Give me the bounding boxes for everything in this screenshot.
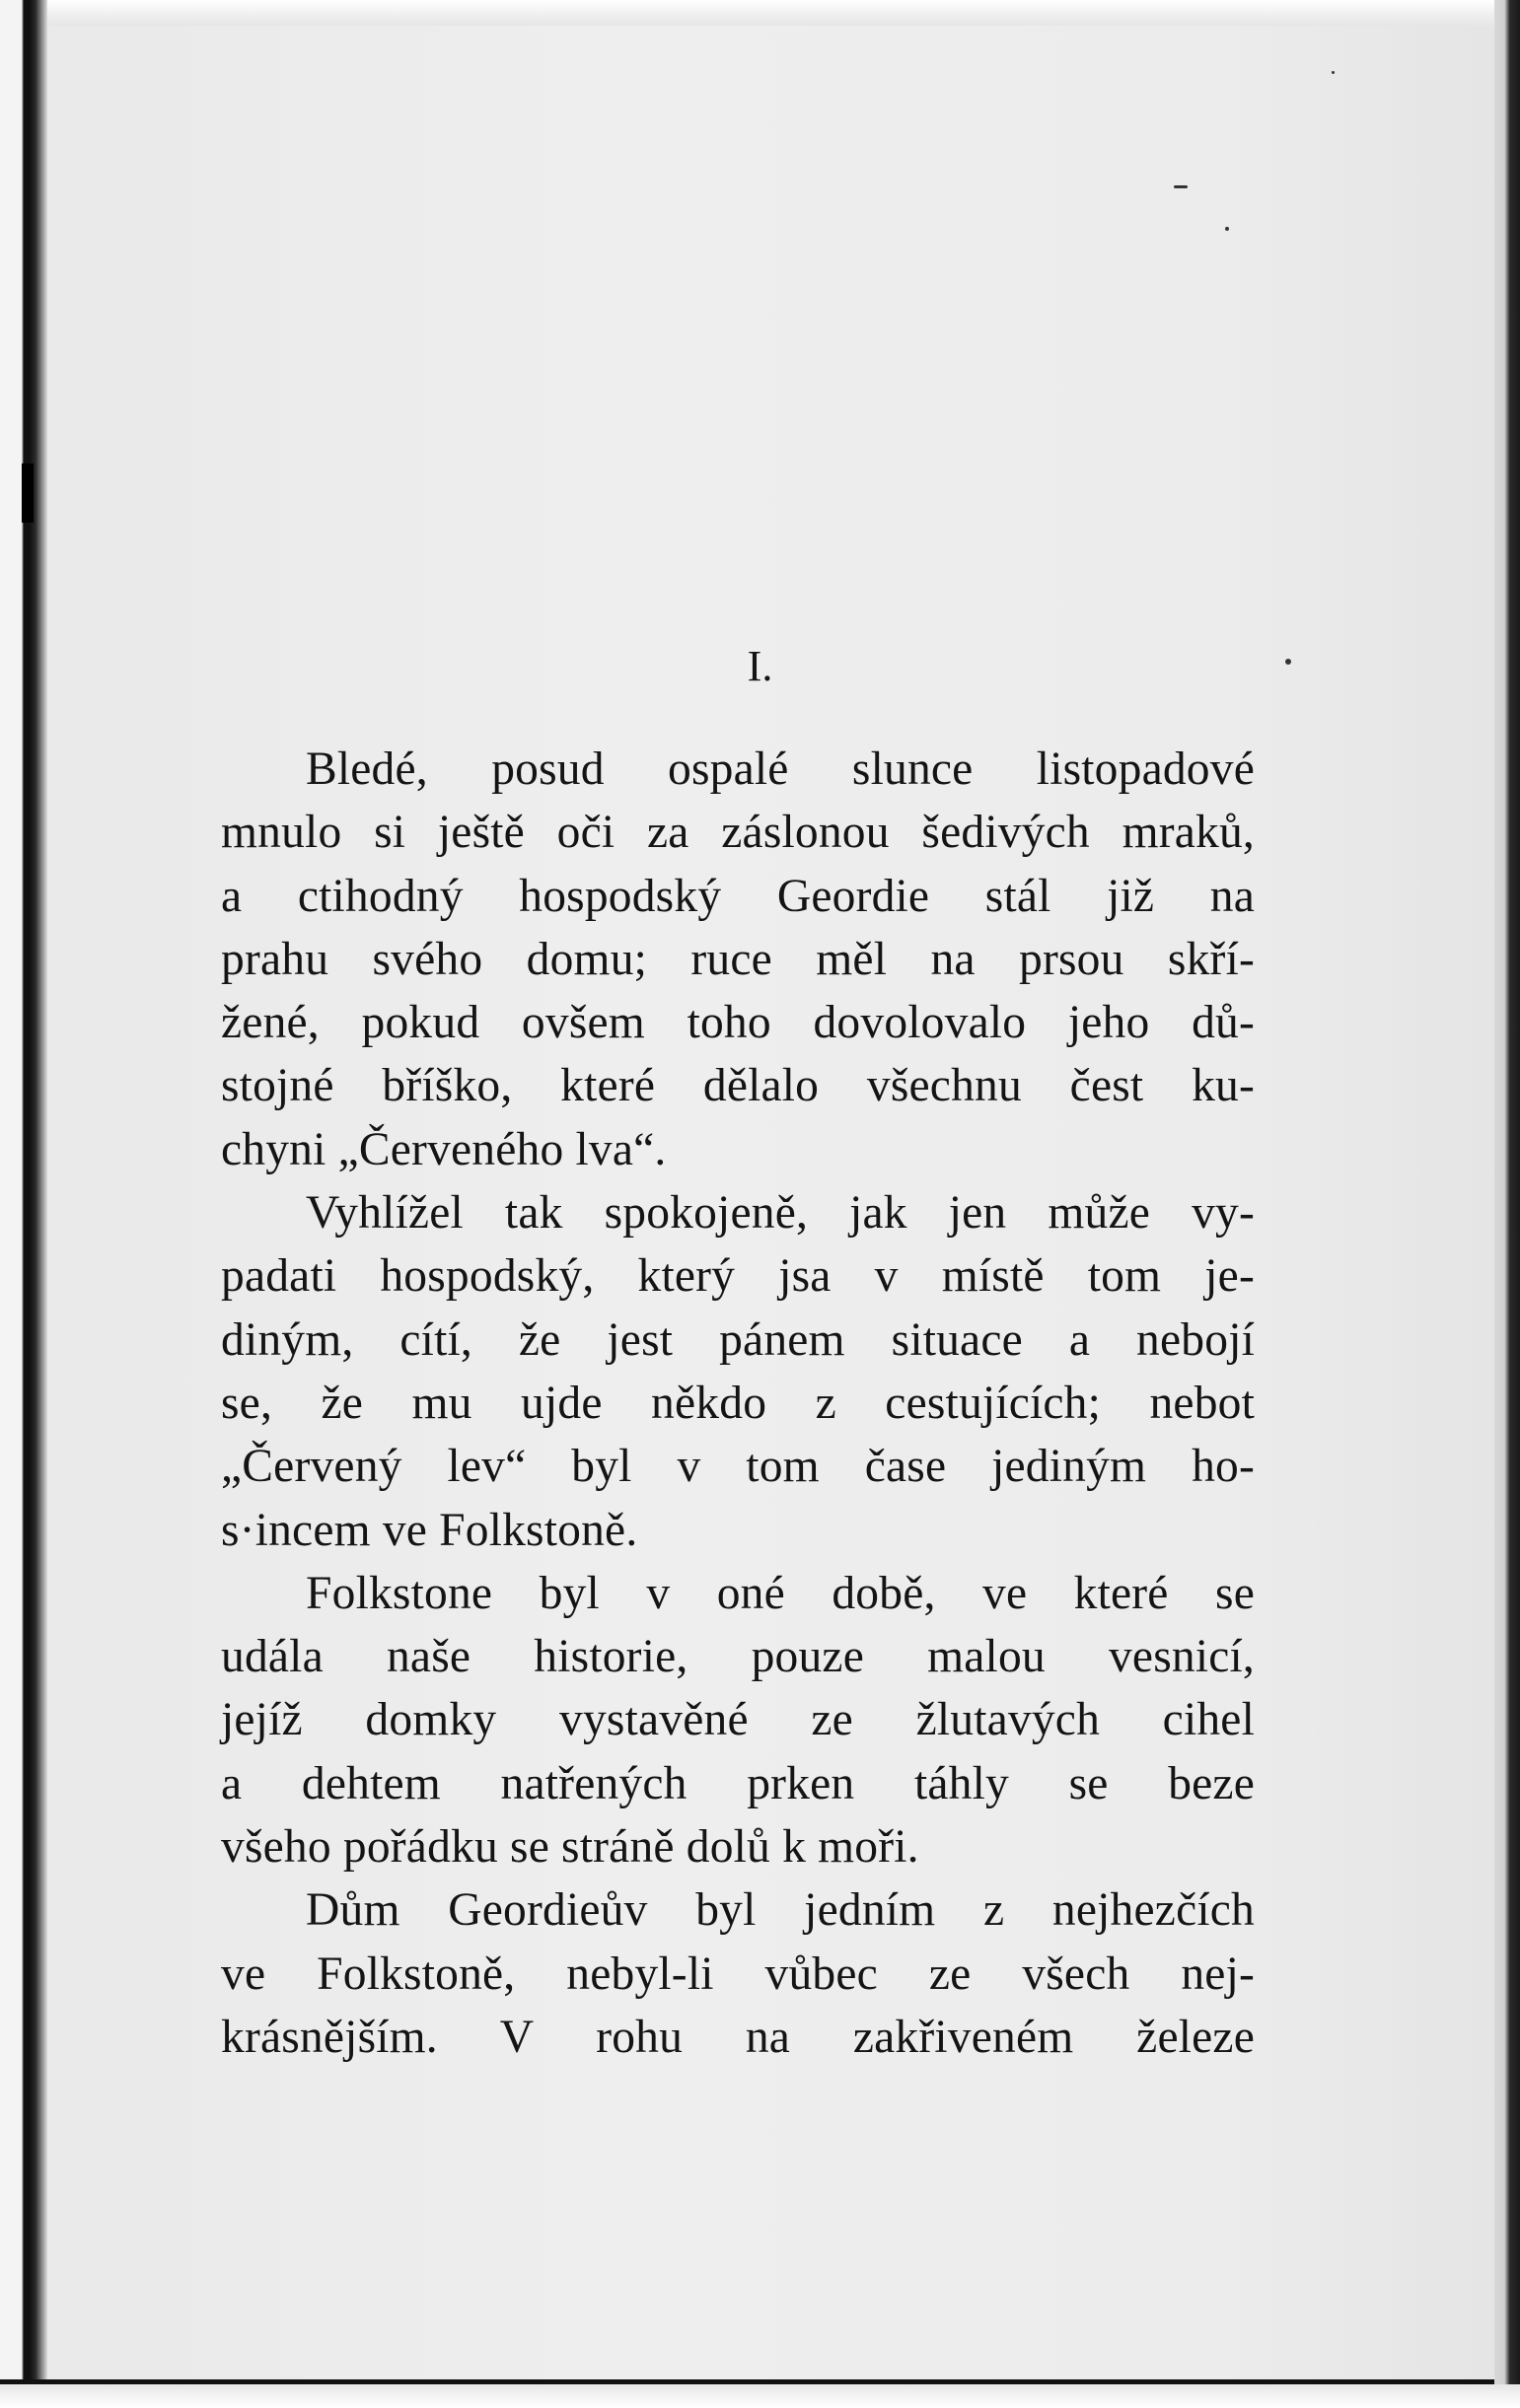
text-line: diným, cítí, že jest pánem situace a nebojí — [221, 1313, 1255, 1366]
page-bottom-edge — [0, 2384, 1520, 2408]
dust-speck — [1332, 71, 1335, 74]
text-line: všeho pořádku se stráně dolů k moři. — [221, 1821, 919, 1874]
text-line: Dům Geordieův byl jedním z nejhezčích — [306, 1884, 1255, 1937]
text-line: a dehtem natřených prken táhly se beze — [221, 1757, 1255, 1809]
text-line: žené, pokud ovšem toho dovolovalo jeho dů- — [221, 997, 1255, 1049]
page-right-edge — [1494, 0, 1520, 2408]
text-line: stojné bříško, které dělalo všechnu čest ku- — [221, 1060, 1255, 1112]
text-line: „Červený lev“ byl v tom čase jediným ho- — [221, 1441, 1255, 1493]
text-line: padati hospodský, který jsa v místě tom je- — [221, 1250, 1255, 1303]
text-line: krásnějším. V rohu na zakřiveném železe — [221, 2011, 1255, 2063]
binding-notch — [22, 463, 34, 523]
binding-edge — [0, 0, 47, 2408]
text-line: Bledé, posud ospalé slunce listopadové — [306, 744, 1255, 795]
dust-speck — [1225, 227, 1229, 231]
chapter-number: I. — [747, 642, 773, 690]
text-line: udála naše historie, pouze malou vesnicí, — [221, 1631, 1255, 1683]
dust-speck — [1174, 185, 1188, 188]
text-line: ve Folkstoně, nebyl-li vůbec ze všech nej- — [221, 1948, 1255, 2000]
text-line: s·incem ve Folkstoně. — [221, 1504, 638, 1556]
body-text — [221, 738, 1255, 2069]
text-line: jejíž domky vystavěné ze žlutavých cihel — [221, 1694, 1255, 1746]
text-line: se, že mu ujde někdo z cestujících; nebot — [221, 1377, 1255, 1429]
text-line: a ctihodný hospodský Geordie stál již na — [221, 870, 1255, 922]
text-line: prahu svého domu; ruce měl na prsou skří- — [221, 933, 1255, 985]
text-line: Vyhlížel tak spokojeně, jak jen může vy- — [306, 1187, 1255, 1239]
text-line: mnulo si ještě oči za záslonou šedivých mraků, — [221, 807, 1255, 859]
text-line: chyni „Červeného lva“. — [221, 1123, 667, 1175]
page-top-edge — [36, 0, 1520, 26]
text-line: Folkstone byl v oné době, ve které se — [306, 1567, 1255, 1619]
